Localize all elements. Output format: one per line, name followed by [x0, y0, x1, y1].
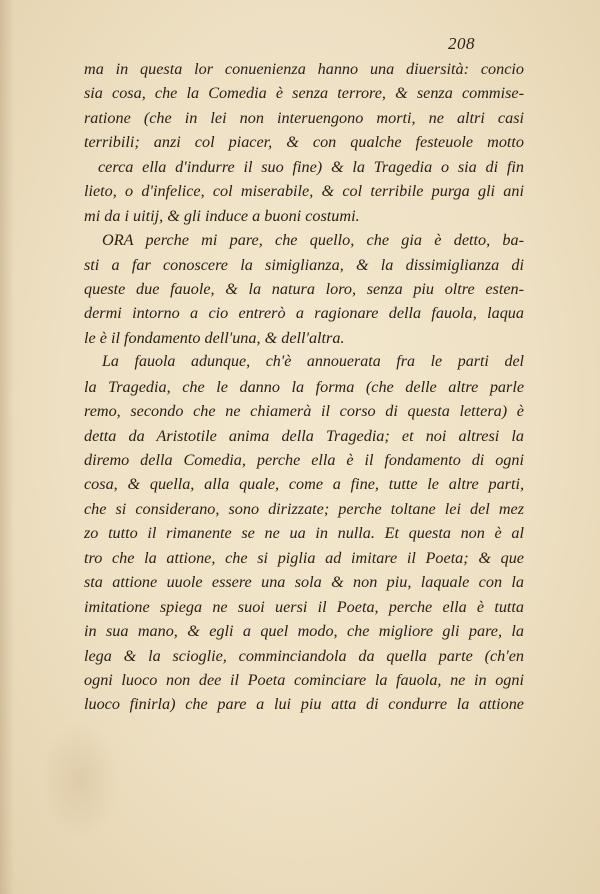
text-line: le è il fondamento dell'una, & dell'altra.	[84, 328, 345, 347]
text-line: sia cosa, che la Comedia è senza terrore, & senza commise-	[84, 84, 524, 103]
text-line: la Tragedia, che le danno la forma (che delle altre parle	[84, 377, 524, 396]
paragraph-start-line: La fauola adunque, ch'è annouerata fra le parti del	[102, 353, 524, 371]
text-line: dermi intorno a cio entrerò a ragionare della fauola, laqua	[84, 304, 524, 323]
text-line: ratione (che in lei non interuengono morti, ne altri casi	[84, 108, 524, 127]
paper-stain	[40, 720, 120, 840]
text-line: sti a far conoscere la simiglianza, & la dissimiglianza di	[84, 255, 524, 274]
text-line: ogni luoco non dee il Poeta cominciare la fauola, ne in ogni	[84, 670, 524, 689]
text-line: lega & la scioglie, comminciandola da quella parte (ch'en	[84, 646, 524, 665]
text-line: queste due fauole, & la natura loro, senza piu oltre esten-	[84, 279, 524, 298]
text-line: lieto, o d'infelice, col miserabile, & col terribile purga gli ani	[84, 182, 524, 201]
text-line: cerca ella d'indurre il suo fine) & la Tragedia o sia di fin	[98, 157, 524, 176]
paragraph-start-line: ORA perche mi pare, che quello, che gia è detto, ba-	[102, 231, 524, 250]
text-line: tro che la attione, che si piglia ad imitare il Poeta; & que	[84, 548, 524, 567]
text-line: remo, secondo che ne chiamerà il corso di questa lettera) è	[84, 402, 524, 421]
text-line: sta attione uuole essere una sola & non piu, laquale con la	[84, 573, 524, 592]
text-line: luoco finirla) che pare a lui piu atta di condurre la attione	[84, 695, 524, 714]
text-line: terribili; anzi col piacer, & con qualche festeuole motto	[84, 133, 524, 152]
text-line: mi da i uitij, & gli induce a buoni costumi.	[84, 206, 360, 225]
text-line: che si considerano, sono dirizzate; perche toltane lei del mez	[84, 499, 524, 518]
page-number: 208	[448, 34, 475, 53]
text-line: zo tutto il rimanente se ne ua in nulla. Et questa non è al	[84, 524, 524, 543]
text-line: in sua mano, & egli a quel modo, che migliore gli pare, la	[84, 622, 524, 641]
text-line: detta da Aristotile anima della Tragedia; et noi altresi la	[84, 426, 524, 445]
text-line: imitatione spiega ne suoi uersi il Poeta, perche ella è tutta	[84, 597, 524, 616]
text-line: diremo della Comedia, perche ella è il fondamento di ogni	[84, 451, 524, 469]
text-line: ma in questa lor conuenienza hanno una diuersità: concio	[84, 60, 524, 78]
body-text	[84, 57, 524, 717]
text-line: cosa, & quella, alla quale, come a fine, tutte le altre parti,	[84, 475, 524, 494]
